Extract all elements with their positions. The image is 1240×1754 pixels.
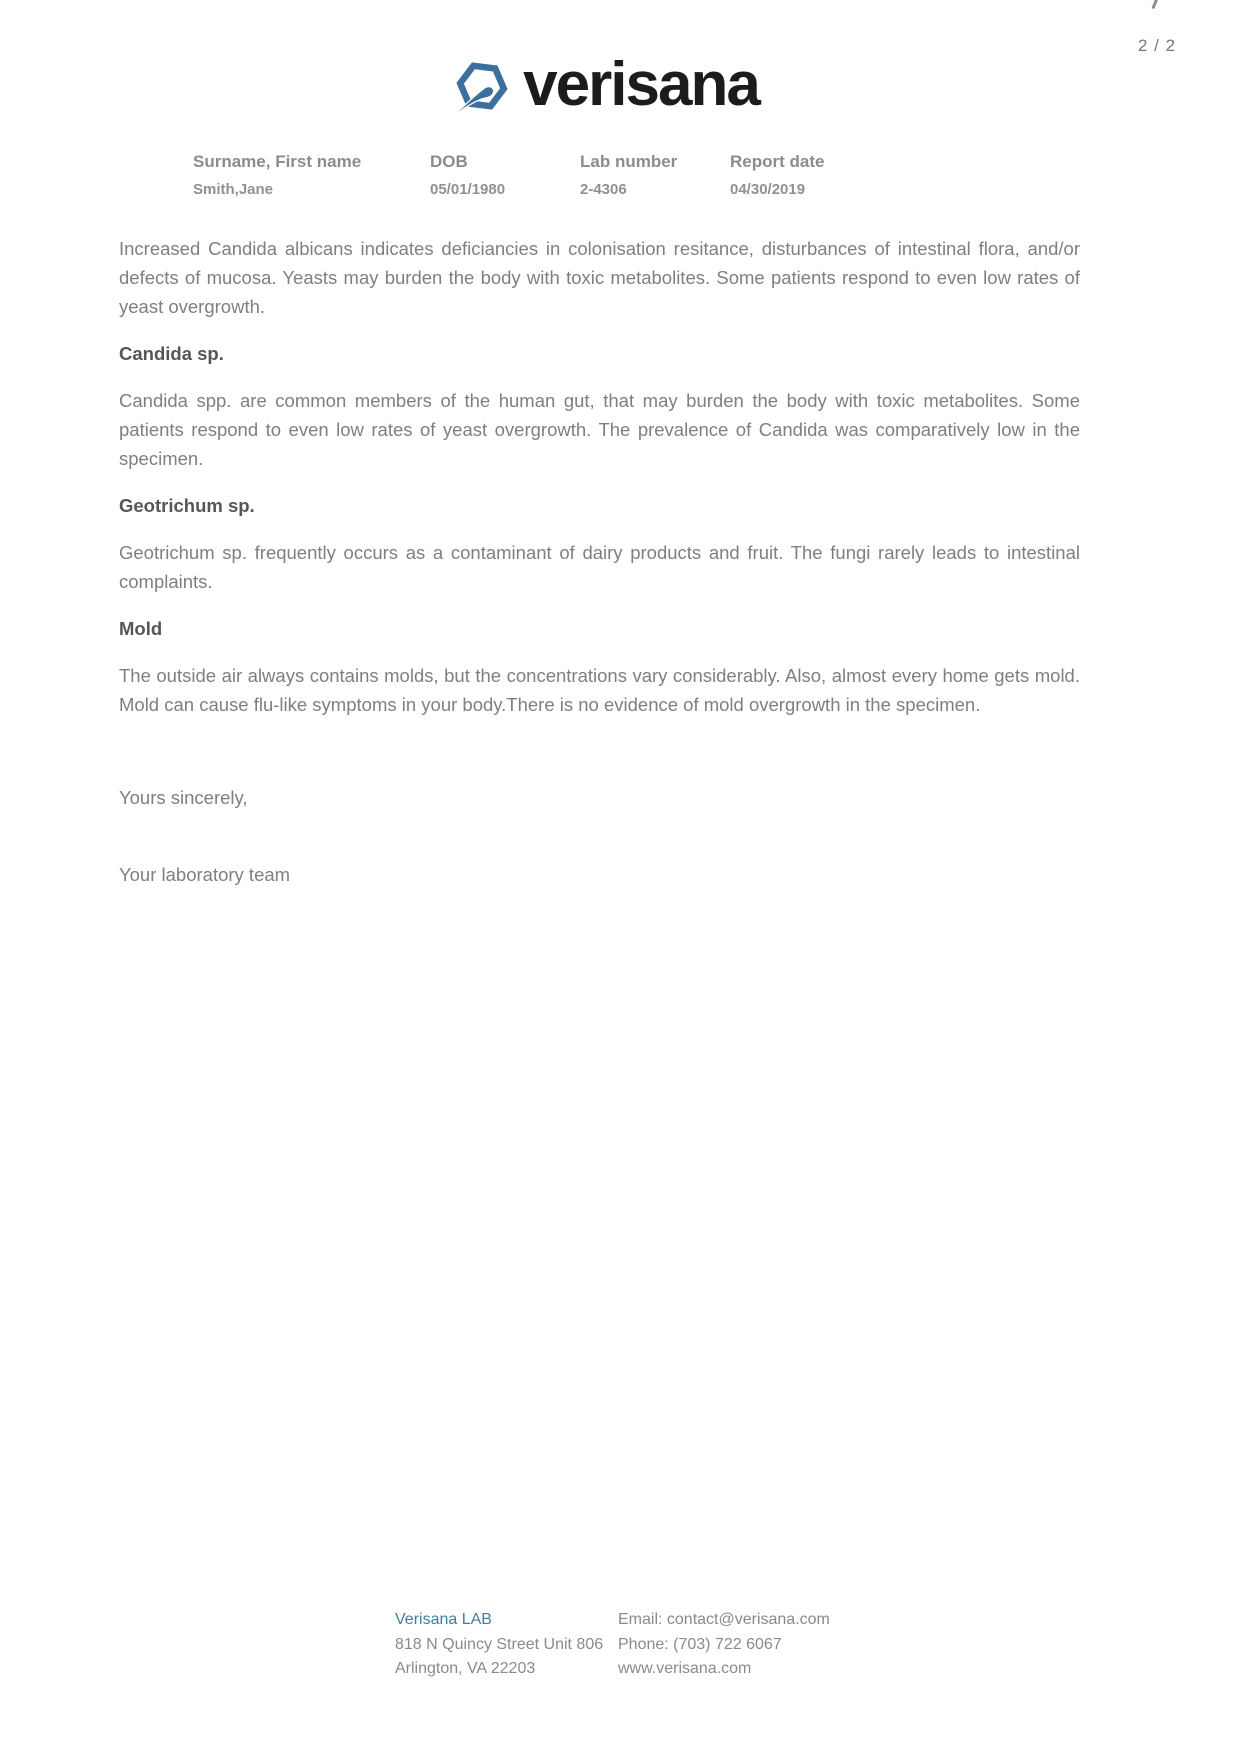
page-edge-print-artifact <box>1151 0 1159 9</box>
report-date-label: Report date <box>730 152 825 171</box>
candida-section-paragraph: Candida spp. are common members of the human gut, that may burden the body with toxic metabolites. Some patients respond to even low rates of yeast overgrowth. The prevalence of Candida was comparatively low in the specimen. <box>119 390 1080 469</box>
surname-label: Surname, First name <box>193 152 362 171</box>
closing-line: Yours sincerely, <box>119 787 248 808</box>
patient-info-header <box>193 152 824 198</box>
footer-address-line1: 818 N Quincy Street Unit 806 <box>395 1635 604 1653</box>
footer-contact-block <box>618 1608 830 1682</box>
footer-address-line2: Arlington, VA 22203 <box>395 1660 536 1677</box>
report-date-value: 04/30/2019 <box>730 181 806 198</box>
candida-section-heading: Candida sp. <box>119 343 224 364</box>
dob-value: 05/01/1980 <box>430 181 506 198</box>
geotrichum-section-paragraph: Geotrichum sp. frequently occurs as a contaminant of dairy products and fruit. The fungi rarely leads to intestinal complaints. <box>119 542 1080 592</box>
lab-number-value: 2-4306 <box>580 181 627 198</box>
report-date-column <box>730 152 824 198</box>
surname-value: Smith,Jane <box>193 181 274 198</box>
intro-paragraph: Increased Candida albicans indicates deficiancies in colonisation resitance, disturbances of intestinal flora, and/or defects of mucosa. Yeasts may burden the body with toxic metabolites. Some patients respond to even low rates of yeast overgrowth. <box>119 238 1080 317</box>
report-footer <box>395 1608 830 1682</box>
geotrichum-section-heading: Geotrichum sp. <box>119 495 255 516</box>
verisana-logo <box>0 50 1226 122</box>
brand-wordmark: verisana <box>523 50 759 119</box>
dob-label: DOB <box>430 152 468 171</box>
mold-section-heading: Mold <box>119 618 163 639</box>
footer-email: Email: contact@verisana.com <box>618 1611 830 1628</box>
footer-website: www.verisana.com <box>618 1660 752 1677</box>
signature-line: Your laboratory team <box>119 864 291 885</box>
dob-column <box>430 152 580 198</box>
footer-address-block <box>395 1608 618 1682</box>
lab-number-column <box>580 152 730 198</box>
patient-name-column <box>193 152 430 198</box>
mold-section-paragraph: The outside air always contains molds, but the concentrations vary considerably. Also, almost every home gets mold. Mold can cause flu-like symptoms in your body.There is no evidence of mold overgrowth in the specimen. <box>119 665 1080 715</box>
report-body <box>119 234 1080 907</box>
lab-number-label: Lab number <box>580 152 678 171</box>
footer-phone: Phone: (703) 722 6067 <box>618 1635 782 1653</box>
page-number: 2 / 2 <box>1138 36 1177 55</box>
verisana-hexagon-logo-icon <box>453 58 511 118</box>
footer-lab-name: Verisana LAB <box>395 1611 492 1628</box>
